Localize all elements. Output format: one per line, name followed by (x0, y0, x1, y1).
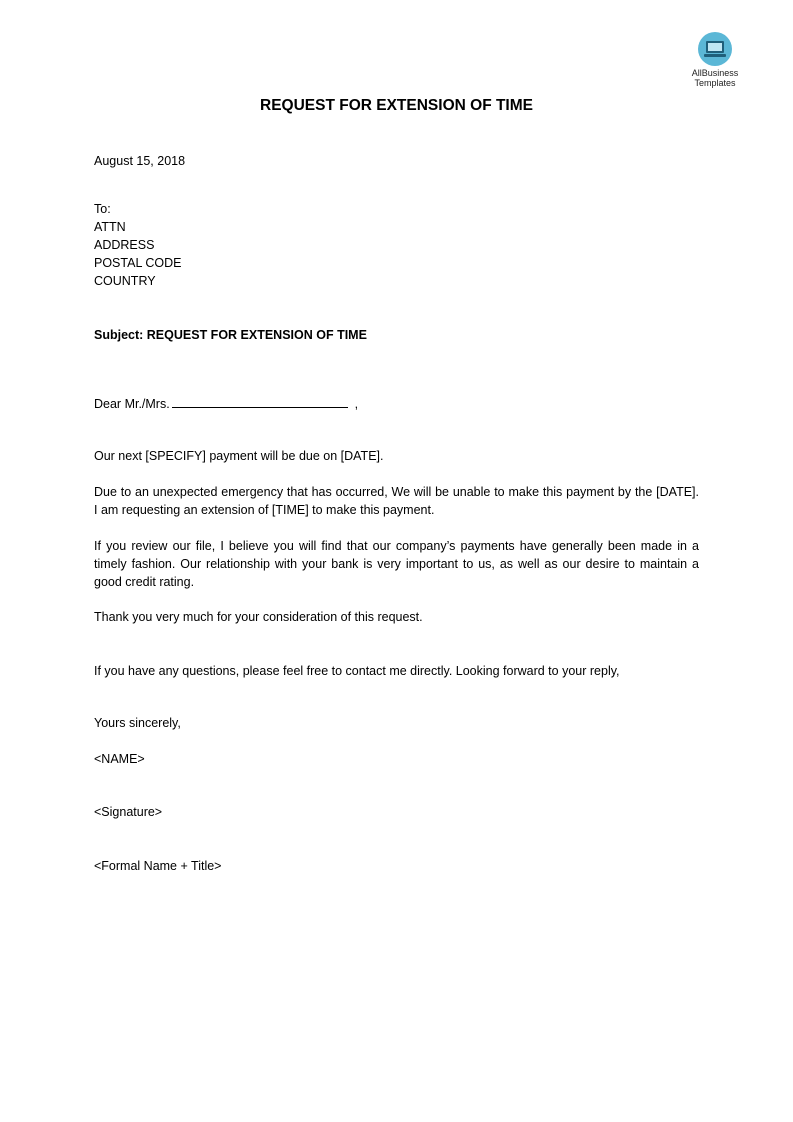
body-paragraph-3: If you review our file, I believe you will find that our company’s payments have generally been made in a timely fashion. Our relationship with your bank is very important to us, as well as our desire to maintain a good credit rating. (94, 539, 699, 589)
logo-text-line1: AllBusiness (691, 68, 739, 78)
formal-name-title: <Formal Name + Title> (94, 859, 222, 873)
closing: Yours sincerely, (94, 716, 181, 730)
subject-line: Subject: REQUEST FOR EXTENSION OF TIME (94, 328, 367, 342)
body-paragraph-1: Our next [SPECIFY] payment will be due on [DATE]. (94, 449, 384, 463)
signer-name: <NAME> (94, 752, 145, 766)
body-paragraph-5: If you have any questions, please feel free to contact me directly. Looking forward to your reply, (94, 664, 620, 678)
salutation (94, 395, 358, 413)
recipient-address: ADDRESS (94, 238, 155, 252)
document-title: REQUEST FOR EXTENSION OF TIME (260, 97, 533, 114)
salutation-suffix: , (354, 397, 359, 411)
laptop-icon (698, 32, 732, 66)
logo (684, 32, 746, 88)
salutation-prefix: Dear Mr./Mrs. (94, 397, 170, 411)
logo-text-line2: Templates (694, 78, 736, 88)
recipient-country: COUNTRY (94, 274, 156, 288)
letter-date: August 15, 2018 (94, 154, 186, 168)
body-paragraph-4: Thank you very much for your consideration of this request. (94, 610, 423, 624)
recipient-postal-code: POSTAL CODE (94, 256, 182, 270)
signature-placeholder: <Signature> (94, 805, 163, 819)
name-blank-line (172, 395, 348, 408)
recipient-to: To: (94, 202, 111, 216)
body-paragraph-2: Due to an unexpected emergency that has occurred, We will be unable to make this payment by the [DATE]. I am requesting an extension of [TIME] to make this payment. (94, 485, 699, 517)
recipient-attn: ATTN (94, 220, 126, 234)
